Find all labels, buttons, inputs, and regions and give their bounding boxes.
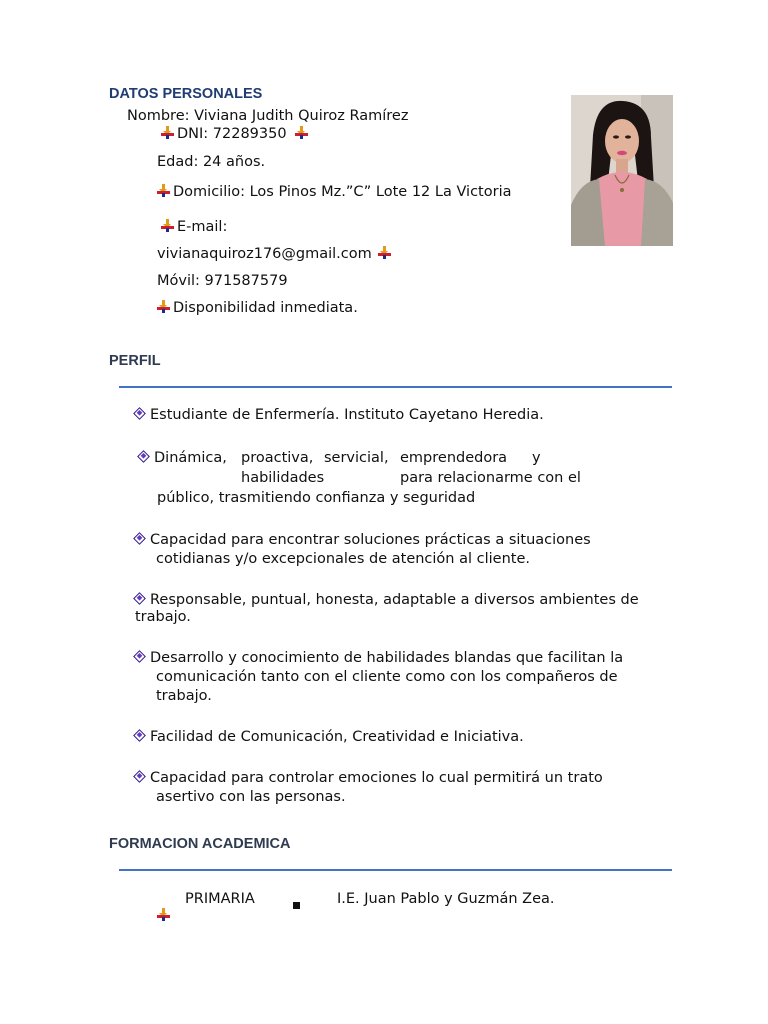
square-bullet-icon bbox=[293, 896, 300, 915]
profile-item-text: público, trasmitiendo confianza y seguridad bbox=[157, 490, 476, 506]
section-heading-profile: PERFIL bbox=[109, 353, 161, 369]
section-divider bbox=[119, 386, 672, 388]
email-line bbox=[157, 245, 394, 264]
profile-item-word: y bbox=[532, 450, 541, 466]
profile-item-text: trabajo. bbox=[135, 609, 191, 625]
arrow-bullet-icon bbox=[157, 300, 170, 313]
profile-item-word: habilidades bbox=[241, 470, 325, 486]
address-line bbox=[157, 183, 511, 202]
email-label-line bbox=[161, 218, 227, 237]
diamond-bullet-icon bbox=[133, 592, 146, 605]
diamond-bullet-icon bbox=[137, 450, 150, 463]
profile-item-text: Dinámica, bbox=[154, 450, 227, 466]
arrow-bullet-icon bbox=[378, 246, 391, 259]
profile-item-word: para relacionarme con el bbox=[400, 470, 581, 486]
arrow-bullet-icon bbox=[161, 219, 174, 232]
profile-item bbox=[135, 649, 623, 668]
education-school: I.E. Juan Pablo y Guzmán Zea. bbox=[337, 891, 555, 907]
profile-item-word: servicial, bbox=[324, 450, 389, 466]
profile-item-text: Responsable, puntual, honesta, adaptable a diversos ambientes de bbox=[150, 592, 639, 608]
profile-item-text: Desarrollo y conocimiento de habilidades blandas que facilitan la bbox=[150, 650, 624, 666]
address-text: Domicilio: Los Pinos Mz.”C” Lote 12 La Victoria bbox=[173, 184, 512, 200]
arrow-bullet-icon bbox=[295, 126, 308, 139]
profile-item-text: asertivo con las personas. bbox=[156, 789, 346, 805]
arrow-bullet-icon bbox=[161, 126, 174, 139]
name-line: Nombre: Viviana Judith Quiroz Ramírez bbox=[127, 108, 409, 124]
profile-item-text: Facilidad de Comunicación, Creatividad e Iniciativa. bbox=[150, 729, 524, 745]
diamond-bullet-icon bbox=[133, 532, 146, 545]
profile-item-word: proactiva, bbox=[241, 450, 314, 466]
profile-item bbox=[135, 769, 603, 788]
phone-line: Móvil: 971587579 bbox=[157, 273, 288, 289]
section-heading-personal: DATOS PERSONALES bbox=[109, 86, 263, 102]
diamond-bullet-icon bbox=[133, 650, 146, 663]
profile-item-text: comunicación tanto con el cliente como con los compañeros de bbox=[156, 669, 618, 685]
profile-item-text: Capacidad para controlar emociones lo cual permitirá un trato bbox=[150, 770, 603, 786]
section-divider bbox=[119, 869, 672, 871]
profile-item-text: Capacidad para encontrar soluciones prácticas a situaciones bbox=[150, 532, 591, 548]
portrait-image-icon bbox=[571, 95, 673, 246]
profile-item-text: cotidianas y/o excepcionales de atención al cliente. bbox=[156, 551, 530, 567]
dni-line bbox=[161, 125, 311, 144]
profile-item bbox=[135, 406, 544, 425]
profile-photo bbox=[571, 95, 673, 246]
profile-item bbox=[135, 591, 639, 610]
profile-item bbox=[135, 728, 524, 747]
arrow-bullet-icon bbox=[157, 908, 170, 921]
diamond-bullet-icon bbox=[133, 770, 146, 783]
arrow-bullet-icon bbox=[157, 184, 170, 197]
profile-item bbox=[135, 531, 591, 550]
profile-item-word: emprendedora bbox=[400, 450, 508, 466]
availability-line bbox=[157, 299, 358, 318]
education-level: PRIMARIA bbox=[185, 891, 255, 907]
email-label: E-mail: bbox=[177, 219, 228, 235]
diamond-bullet-icon bbox=[133, 407, 146, 420]
availability-text: Disponibilidad inmediata. bbox=[173, 300, 358, 316]
email-text: vivianaquiroz176@gmail.com bbox=[157, 246, 372, 262]
education-bullet bbox=[157, 905, 173, 924]
age-line: Edad: 24 años. bbox=[157, 154, 266, 170]
diamond-bullet-icon bbox=[133, 729, 146, 742]
profile-item-text: Estudiante de Enfermería. Instituto Cayetano Heredia. bbox=[150, 407, 544, 423]
profile-item-text: trabajo. bbox=[156, 688, 212, 704]
dni-text: DNI: 72289350 bbox=[177, 126, 287, 142]
section-heading-education: FORMACION ACADEMICA bbox=[109, 836, 291, 852]
